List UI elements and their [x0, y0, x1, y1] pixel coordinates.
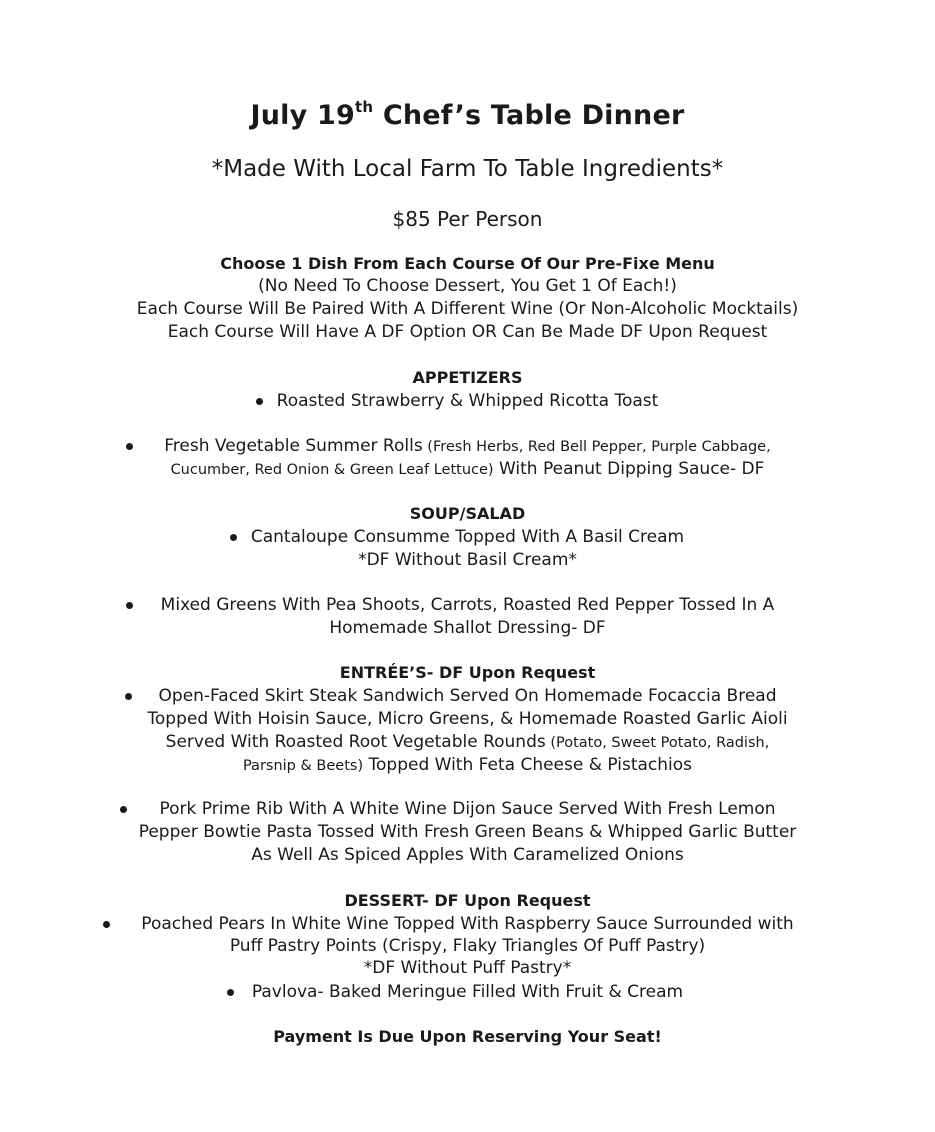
payment-note: Payment Is Due Upon Reserving Your Seat! [273, 1027, 662, 1046]
list-item-continued: *DF Without Puff Pastry* [363, 958, 572, 978]
list-item-continued: *DF Without Basil Cream* [358, 550, 577, 570]
note-line: Each Course Will Have A DF Option OR Can Be Made DF Upon Request [167, 322, 768, 342]
list-item: Mixed Greens With Pea Shoots, Carrots, Roasted Red Pepper Tossed In A [160, 595, 775, 615]
list-item: Roasted Strawberry & Whipped Ricotta Toast [276, 391, 659, 411]
list-item-continued: Pepper Bowtie Pasta Tossed With Fresh Green Beans & Whipped Garlic Butter [138, 822, 797, 842]
section-heading-appetizers: APPETIZERS [412, 368, 523, 387]
list-item: Pork Prime Rib With A White Wine Dijon Sauce Served With Fresh Lemon [159, 799, 776, 819]
note-line: (No Need To Choose Dessert, You Get 1 Of Each!) [258, 276, 677, 296]
list-item-continued: Cucumber, Red Onion & Green Leaf Lettuce) With Peanut Dipping Sauce- DF [170, 459, 765, 479]
note-line: Each Course Will Be Paired With A Different Wine (Or Non-Alcoholic Mocktails) [136, 299, 799, 319]
choose-instruction: Choose 1 Dish From Each Course Of Our Pre-Fixe Menu [220, 254, 715, 273]
section-heading-entrees: ENTRÉE’S- DF Upon Request [339, 663, 596, 682]
list-item-continued: Served With Roasted Root Vegetable Rounds (Potato, Sweet Potato, Radish, [165, 732, 770, 752]
list-item: Pavlova- Baked Meringue Filled With Fruit & Cream [251, 982, 684, 1002]
page-title: July 19th Chef’s Table Dinner [250, 98, 685, 131]
section-heading-dessert: DESSERT- DF Upon Request [344, 891, 591, 910]
price: $85 Per Person [392, 207, 543, 231]
list-item-continued: Parsnip & Beets) Topped With Feta Cheese & Pistachios [242, 755, 693, 775]
list-item-continued: Topped With Hoisin Sauce, Micro Greens, & Homemade Roasted Garlic Aioli [147, 709, 788, 729]
list-item-continued: As Well As Spiced Apples With Caramelized Onions [251, 845, 684, 865]
list-item: Cantaloupe Consumme Topped With A Basil Cream [250, 527, 685, 547]
list-item-continued: Puff Pastry Points (Crispy, Flaky Triangles Of Puff Pastry) [229, 936, 706, 956]
list-item: Poached Pears In White Wine Topped With Raspberry Sauce Surrounded with [141, 914, 794, 934]
list-item: Fresh Vegetable Summer Rolls (Fresh Herbs, Red Bell Pepper, Purple Cabbage, [164, 436, 771, 456]
list-item-continued: Homemade Shallot Dressing- DF [329, 618, 606, 638]
subtitle: *Made With Local Farm To Table Ingredients* [211, 156, 724, 182]
section-heading-soup-salad: SOUP/SALAD [409, 504, 526, 523]
list-item: Open-Faced Skirt Steak Sandwich Served On Homemade Focaccia Bread [158, 686, 777, 706]
